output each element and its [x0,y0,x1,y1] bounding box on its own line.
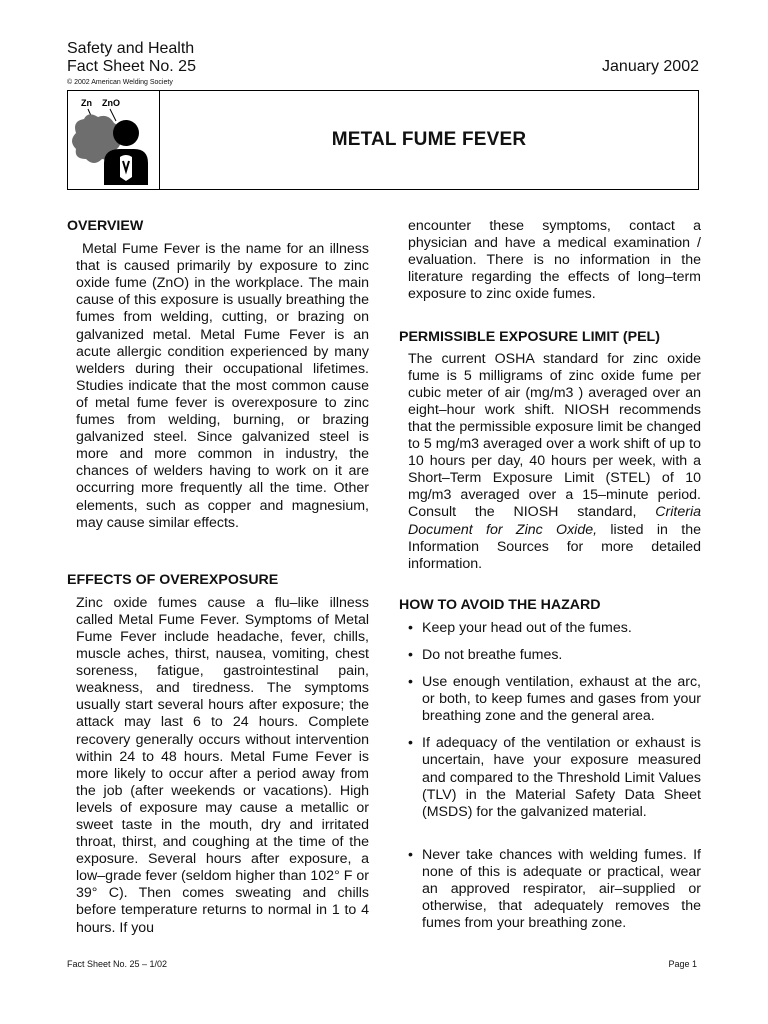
list-item-text: Use enough ventilation, exhaust at the arc, or both, to keep fumes and gases from your breathing zone and the general area. [422,674,701,725]
list-item-text: Never take chances with welding fumes. If none of this is adequate or practical, wear an approved respirator, air–supplied or otherwise, that adequately removes the fumes from your breathing zone. [422,846,701,932]
fact-sheet-number: Fact Sheet No. 25 [67,58,196,75]
pel-body-text: The current OSHA standard for zinc oxide fume is 5 milligrams of zinc oxide fume per cubic meter of air (mg/m3 ) averaged over an eight–hour work shift. NIOSH recommends that the permissible exposure limit be changed to 5 mg/m3 averaged over a work shift of up to 10 hours per day, 40 hours per week, with a Short–Term Exposure Limit (STEL) of 10 mg/m3 averaged over a 15–minute period. Consult the NIOSH standard, [408,350,701,521]
welder-fume-icon [68,91,158,189]
list-item [399,647,701,664]
effects-body-continued: encounter these symptoms, contact a physician and have a medical examination / evaluation. There is no information in the literature regarding the effects of long–term exposure to zinc oxide fumes. [408,218,701,303]
list-item-text: Keep your head out of the fumes. [422,619,632,636]
avoid-list [399,620,701,932]
title-cell [160,91,698,189]
pel-body-tail: listed in the Information Sources for more detailed information. [408,521,701,572]
copyright-text: 2002 American Welding Society [74,79,173,86]
list-item-text: If adequacy of the ventilation or exhaust is uncertain, have your exposure measured and compared to the Threshold Limit Values (TLV) in the Material Safety Data Sheet (MSDS) for the galvanized material. [422,735,701,820]
avoid-heading: HOW TO AVOID THE HAZARD [399,596,601,613]
title-box [67,90,699,190]
logo-label-zno: ZnO [102,98,120,108]
effects-heading: EFFECTS OF OVEREXPOSURE [67,571,279,588]
page-title: METAL FUME FEVER [331,129,527,150]
list-item-text: Do not breathe fumes. [422,646,563,663]
right-column [399,218,701,932]
logo-cell [68,91,160,189]
footer-sheet-ref: Fact Sheet No. 25 – 1/02 [67,959,168,969]
footer-page-number: Page 1 [668,959,697,969]
bullet-icon: • [408,735,413,752]
list-item [399,735,701,820]
bullet-icon: • [408,646,413,663]
org-name: Safety and Health [67,40,195,57]
bullet-icon: • [408,619,413,636]
bullet-icon: • [408,846,413,863]
document-date: January 2002 [602,58,699,75]
pel-body [399,351,701,573]
overview-heading: OVERVIEW [67,218,144,234]
bullet-icon: • [408,674,413,691]
copyright-line [67,78,196,87]
effects-body: Zinc oxide fumes cause a flu–like illness called Metal Fume Fever. Symptoms of Metal Fume Fever include headache, fever, chills, muscle aches, thirst, nausea, vomiting, chest soreness, fatigue, gastrointestinal pain, weakness, and tiredness. The symptoms usually start several hours after exposure; the attack may last 6 to 24 hours. Complete recovery generally occurs without intervention within 24 to 48 hours. Metal Fume Fever is more likely to occur after a period away from the job (after weekends or vacations). High levels of exposure may cause a metallic or sweet taste in the mouth, dry and irritated throat, thirst, and coughing at the time of the exposure. Several hours after exposure, a low–grade fever (seldom higher than 102° F or 39° C). Then comes sweating and chills before temperature returns to normal in 1 to 4 hours. If you [76,594,369,936]
list-item [399,847,701,932]
logo-label-zn: Zn [81,98,92,108]
overview-body: Metal Fume Fever is the name for an illness that is caused primarily by exposure to zinc oxide fume (ZnO) in the workplace. The main cause of this exposure is usually breathing the fumes from welding, cutting, or brazing on galvanized metal. Metal Fume Fever is an acute allergic condition experienced by many welders during their occupational lifetimes. Studies indicate that the most common cause of metal fume fever is overexposure to zinc fumes from welding, burning, or brazing galvanized steel. Since galvanized steel is more and more common in industry, the chances of welders having to work on it are occurring more frequently all the time. Other elements, such as copper and magnesium, may cause similar effects. [76,241,369,531]
pel-criteria-document: Criteria Document for Zinc Oxide, [408,504,701,538]
pel-heading: PERMISSIBLE EXPOSURE LIMIT (PEL) [399,329,660,346]
list-item [399,620,701,637]
left-column [67,218,369,937]
document-header [67,40,196,87]
copyright-symbol: © [67,79,73,86]
list-item [399,674,701,725]
